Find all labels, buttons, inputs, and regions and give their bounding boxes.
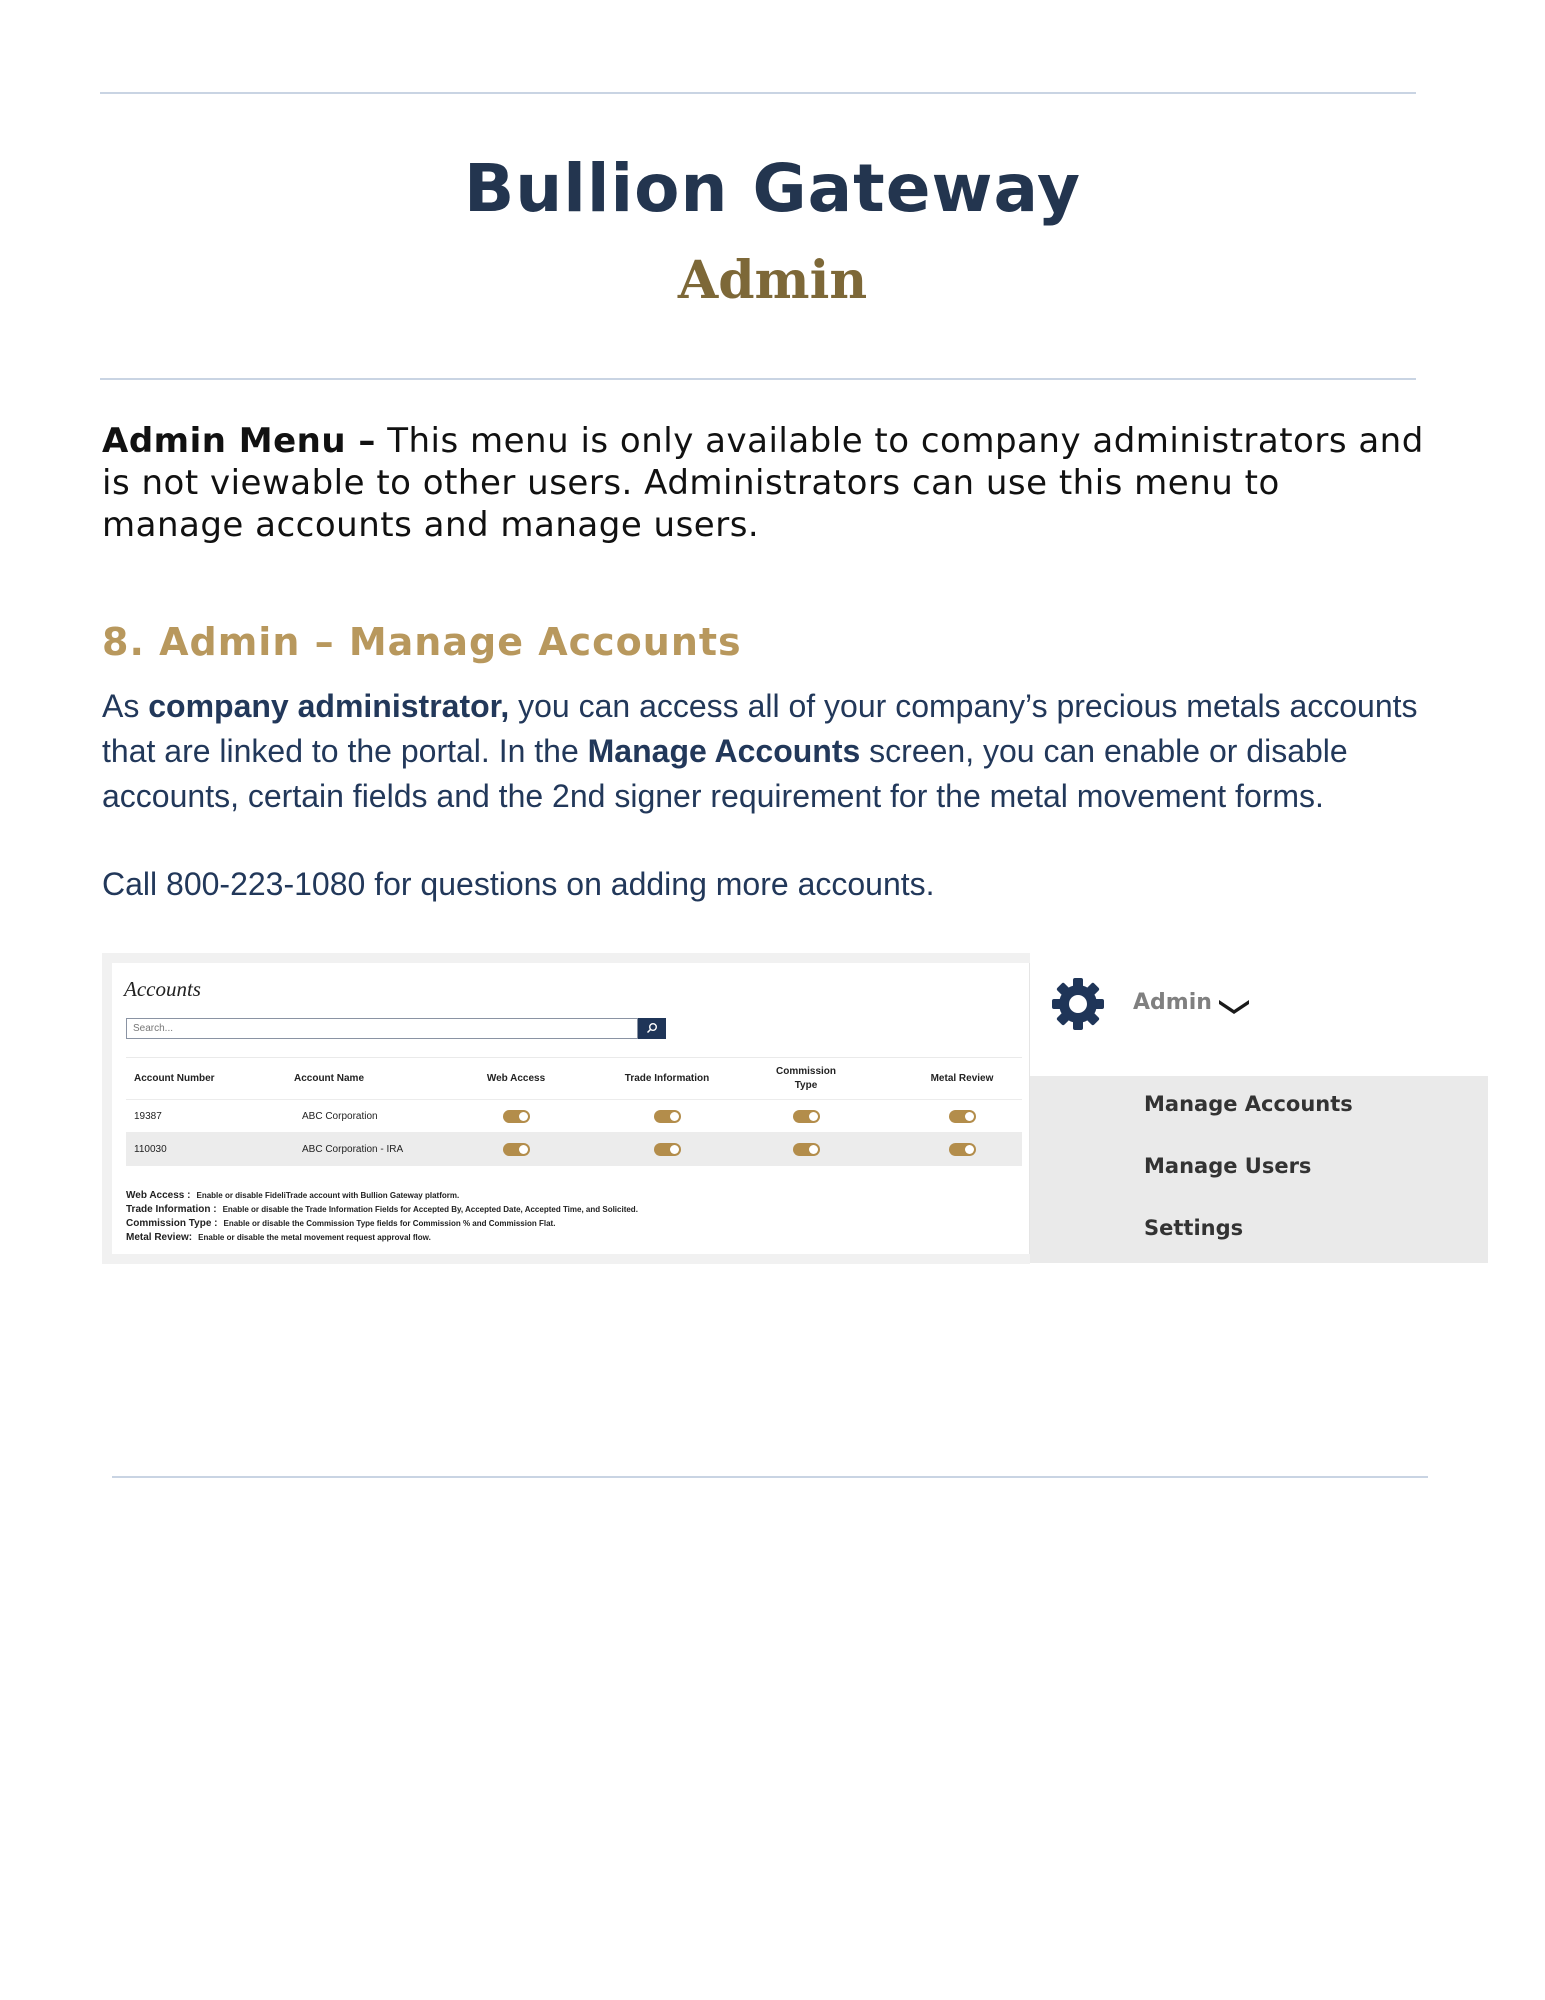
call-line: Call 800-223-1080 for questions on adding more accounts.	[102, 866, 935, 902]
col-trade-information: Trade Information	[624, 1073, 710, 1084]
web-access-toggle[interactable]	[503, 1110, 530, 1123]
top-rule	[100, 92, 1416, 94]
col-metal-review: Metal Review	[930, 1073, 994, 1084]
legend-term: Web Access :	[126, 1190, 191, 1201]
admin-label: Admin	[1133, 990, 1212, 1015]
accounts-screenshot	[102, 953, 1030, 1264]
commission-toggle-cell	[756, 1133, 856, 1165]
metal-review-toggle[interactable]	[949, 1110, 976, 1123]
account-name: ABC Corporation - IRA	[302, 1143, 404, 1155]
col-web-access: Web Access	[486, 1073, 546, 1084]
col-commission-type-line1: Commission	[775, 1065, 836, 1077]
admin-menu-trigger[interactable]	[1030, 970, 1490, 1075]
admin-dropdown-menu	[1030, 1076, 1488, 1263]
section-heading: 8. Admin – Manage Accounts	[102, 620, 742, 664]
para-part-1: As	[102, 688, 149, 724]
commission-type-toggle[interactable]	[793, 1143, 820, 1156]
web-access-toggle[interactable]	[503, 1143, 530, 1156]
legend-item	[126, 1229, 1006, 1243]
legend-term: Commission Type :	[126, 1218, 218, 1229]
trade-info-toggle[interactable]	[654, 1143, 681, 1156]
commission-toggle-cell	[756, 1100, 856, 1132]
account-number: 19387	[134, 1110, 162, 1122]
trade-info-toggle-cell	[602, 1133, 732, 1165]
para-bold-2: Manage Accounts	[587, 733, 861, 769]
legend-item	[126, 1187, 1006, 1201]
legend-term: Trade Information :	[126, 1204, 217, 1215]
legend-desc: Enable or disable FideliTrade account with Bullion Gateway platform.	[196, 1191, 460, 1200]
menu-item-manage-users[interactable]: Manage Users	[1144, 1154, 1312, 1178]
section-paragraph	[102, 684, 1442, 819]
col-commission-type	[756, 1058, 856, 1099]
legend-desc: Enable or disable the metal movement request approval flow.	[198, 1233, 431, 1242]
admin-menu-intro	[102, 420, 1432, 546]
accounts-title: Accounts	[124, 977, 201, 1001]
metal-review-toggle[interactable]	[949, 1143, 976, 1156]
gear-icon	[1050, 976, 1106, 1032]
accounts-legend	[126, 1187, 1006, 1243]
metal-review-toggle-cell	[912, 1100, 1012, 1132]
metal-review-toggle-cell	[912, 1133, 1012, 1165]
header-bottom-rule	[100, 378, 1416, 380]
legend-item	[126, 1201, 1006, 1215]
trade-info-toggle-cell	[602, 1100, 732, 1132]
para-part-2: you can access all of your company’s precious metals accounts that are linked to the portal. In the	[102, 688, 1418, 769]
para-part-3: screen, you can enable or disable accounts, certain fields and the 2nd signer requirement for the metal movement forms.	[102, 733, 1348, 814]
search-icon	[646, 1022, 658, 1034]
legend-term: Metal Review:	[126, 1232, 193, 1243]
web-access-toggle-cell	[466, 1133, 566, 1165]
intro-term: Admin Menu –	[102, 421, 376, 461]
legend-item	[126, 1215, 1006, 1229]
page-subtitle: Admin	[677, 250, 868, 311]
page-title: Bullion Gateway	[464, 150, 1081, 227]
account-number: 110030	[134, 1143, 167, 1155]
menu-item-manage-accounts[interactable]: Manage Accounts	[1144, 1092, 1353, 1116]
col-account-number: Account Number	[134, 1073, 215, 1084]
col-commission-type-line2: Type	[794, 1079, 818, 1091]
search-button[interactable]	[638, 1018, 666, 1039]
table-header	[126, 1058, 1022, 1100]
table-row	[126, 1100, 1022, 1133]
menu-item-settings[interactable]: Settings	[1144, 1216, 1244, 1240]
legend-desc: Enable or disable the Commission Type fields for Commission % and Commission Flat.	[223, 1219, 556, 1228]
trade-info-toggle[interactable]	[654, 1110, 681, 1123]
legend-desc: Enable or disable the Trade Information Fields for Accepted By, Accepted Date, Accepted Time, and Solicited.	[222, 1205, 638, 1214]
commission-type-toggle[interactable]	[793, 1110, 820, 1123]
account-name: ABC Corporation	[302, 1110, 378, 1122]
col-account-name: Account Name	[294, 1073, 365, 1084]
table-row	[126, 1133, 1022, 1166]
accounts-panel	[112, 963, 1030, 1254]
accounts-table	[126, 1057, 1022, 1166]
intro-text: This menu is only available to company administrators and is not viewable to other users. Administrators can use this menu to manage accounts and manage users.	[102, 421, 1424, 545]
web-access-toggle-cell	[466, 1100, 566, 1132]
para-bold-1: company administrator,	[148, 688, 510, 724]
search-input[interactable]: Search...	[126, 1018, 638, 1039]
chevron-down-icon	[1216, 992, 1252, 1020]
footer-rule	[112, 1476, 1428, 1478]
